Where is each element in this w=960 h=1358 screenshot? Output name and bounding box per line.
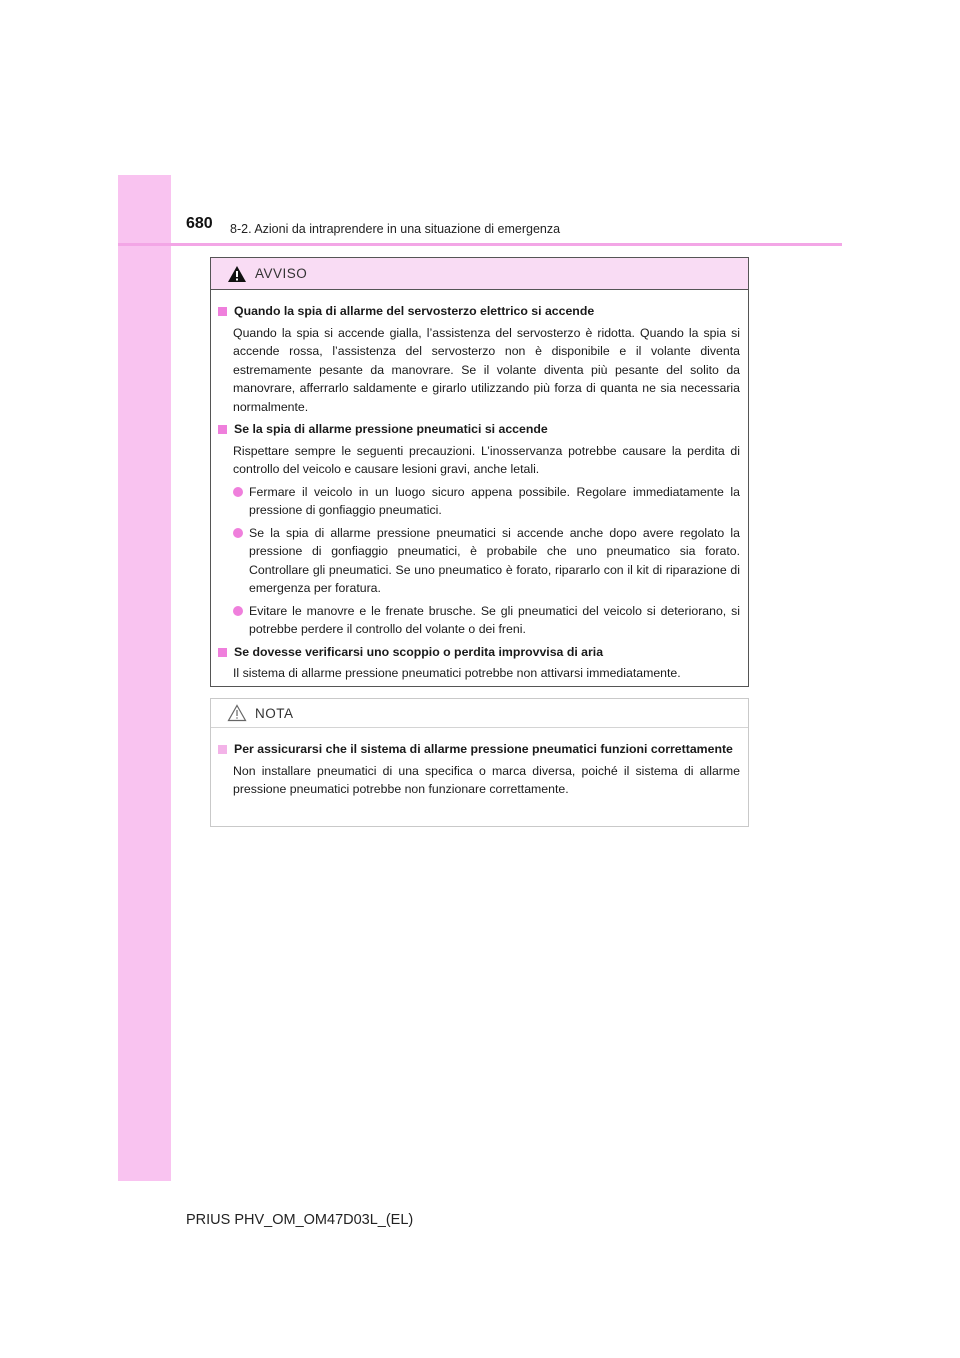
notice-box [210, 698, 749, 827]
circle-bullet-icon [233, 606, 243, 616]
circle-bullet-icon [233, 487, 243, 497]
square-bullet-icon [218, 307, 227, 316]
list-item: Se la spia di allarme pressione pneumatici si accende anche dopo avere regolato la pressione di gonfiaggio pneumatici, è probabile che uno pneumatico sia forato. Controllare gli pneumatici. Se uno pneumatico è forato, ripararlo con il kit di riparazione di emergenza per foratura. [218, 524, 740, 598]
header-divider [118, 243, 842, 246]
warning-item-text: Quando la spia si accende gialla, l’assistenza del servosterzo è ridotta. Quando la spia si accende rossa, l’assistenza del servosterzo non è disponibile e il volante diventa estremamente pesante da manovrare. Se il volante diventa più pesante del solito da manovrare, afferrarlo saldamente e girarlo utilizzando più forza di quanta ne sia necessaria normalmente. [233, 325, 740, 414]
page-number: 680 [186, 215, 213, 232]
warning-triangle-filled-icon [227, 265, 247, 283]
square-bullet-icon [218, 745, 227, 754]
section-title: 8-2. Azioni da intraprendere in una situazione di emergenza [230, 222, 561, 236]
notice-header [211, 699, 748, 728]
warning-item-heading: Se dovesse verificarsi uno scoppio o perdita improvvisa di aria [218, 643, 740, 662]
warning-title: AVVISO [255, 266, 308, 281]
warning-item-heading: Se la spia di allarme pressione pneumatici si accende [218, 420, 740, 439]
warning-header [211, 258, 748, 290]
square-bullet-icon [218, 425, 227, 434]
side-color-band [118, 175, 171, 1181]
notice-item-heading: Per assicurarsi che il sistema di allarme pressione pneumatici funzioni correttamente [218, 740, 740, 759]
warning-body [211, 290, 748, 683]
list-item: Fermare il veicolo in un luogo sicuro appena possibile. Regolare immediatamente la pressione di gonfiaggio pneumatici. [218, 483, 740, 520]
warning-item-heading: Quando la spia di allarme del servosterzo elettrico si accende [218, 302, 740, 321]
notice-item-text: Non installare pneumatici di una specifica o marca diversa, poiché il sistema di allarme pressione pneumatici potrebbe non funzionare correttamente. [233, 763, 740, 796]
circle-bullet-icon [233, 528, 243, 538]
document-code: PRIUS PHV_OM_OM47D03L_(EL) [186, 1212, 414, 1228]
warning-item-text: Rispettare sempre le seguenti precauzioni. L’inosservanza potrebbe causare la perdita di controllo del veicolo e causare lesioni gravi, anche letali. [233, 443, 740, 476]
notice-body [211, 728, 748, 799]
warning-triangle-outline-icon [227, 704, 247, 722]
square-bullet-icon [218, 648, 227, 657]
notice-title: NOTA [255, 705, 294, 721]
warning-item-text: Il sistema di allarme pressione pneumatici potrebbe non attivarsi immediatamente. [233, 666, 681, 680]
list-item: Evitare le manovre e le frenate brusche. Se gli pneumatici del veicolo si deteriorano, si potrebbe perdere il controllo del volante o dei freni. [218, 602, 740, 639]
warning-box [210, 257, 749, 687]
